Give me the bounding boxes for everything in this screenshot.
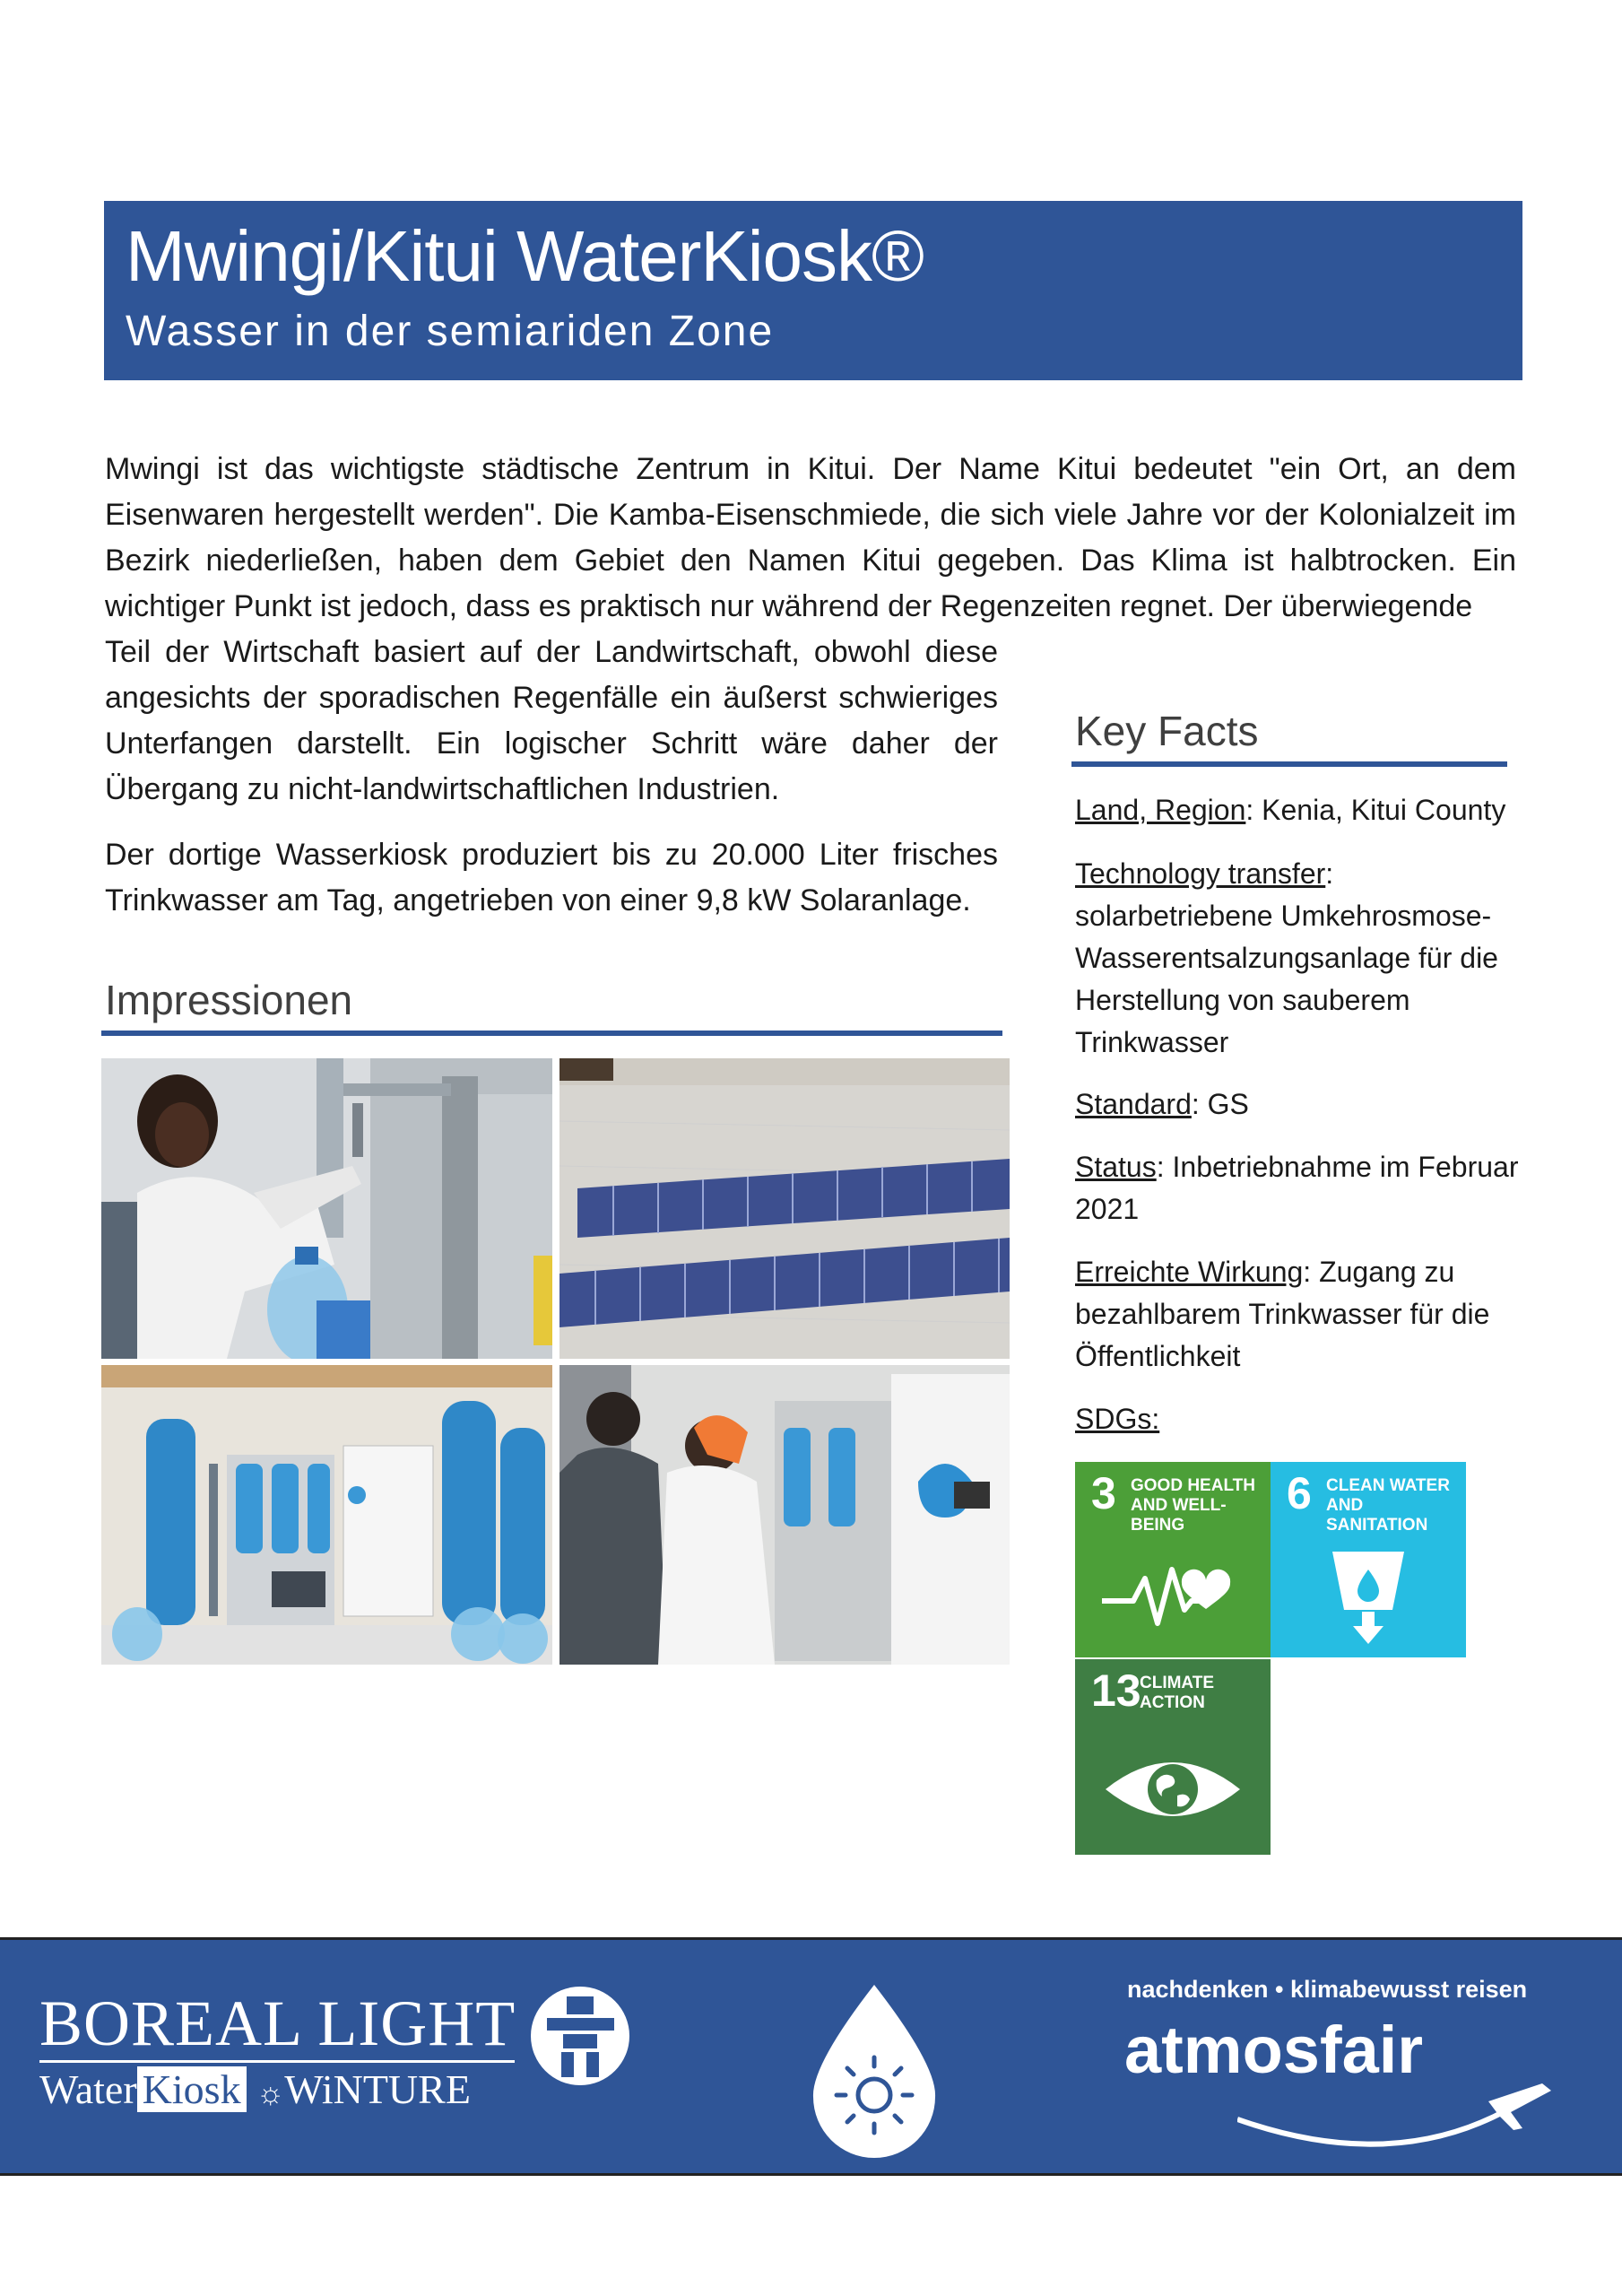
- page-subtitle: Wasser in der semiariden Zone: [126, 308, 775, 355]
- kiosk-word: Kiosk: [137, 2066, 247, 2112]
- sdg-number: 6: [1287, 1468, 1312, 1518]
- photo-solar-panels: [559, 1058, 1010, 1359]
- sdg-number: 13: [1091, 1665, 1141, 1716]
- key-facts-underline: [1071, 761, 1507, 767]
- sdg-label: CLEAN WATER AND SANITATION: [1326, 1476, 1450, 1535]
- fact-land-region: [1075, 789, 1523, 831]
- airplane-swoosh-icon: [1237, 2074, 1560, 2160]
- fact-label: Technology transfer: [1075, 857, 1326, 890]
- fact-label: Status: [1075, 1151, 1157, 1183]
- photo-ro-plant: [101, 1365, 552, 1665]
- page-title: Mwingi/Kitui WaterKiosk®: [126, 216, 924, 296]
- sdg-13-tile: [1075, 1659, 1271, 1855]
- photo-water-filling: [101, 1058, 552, 1359]
- eye-globe-icon: [1101, 1749, 1245, 1830]
- atmosfair-logo-text: atmosfair: [1124, 2013, 1424, 2087]
- fact-sdgs: [1075, 1398, 1523, 1440]
- winture-word: WiNTURE: [284, 2066, 471, 2112]
- impressionen-underline: [101, 1031, 1002, 1036]
- photo-technicians: [559, 1365, 1010, 1665]
- impressionen-heading: Impressionen: [105, 977, 353, 1023]
- inukshuk-logo-icon: [529, 1980, 632, 2092]
- water-word: Water: [39, 2066, 137, 2112]
- fact-value: : GS: [1191, 1088, 1249, 1120]
- water-drop-sun-icon: [811, 1980, 937, 2160]
- fact-standard: [1075, 1083, 1523, 1126]
- sdg-label: CLIMATE ACTION: [1140, 1674, 1215, 1712]
- boreal-light-rule: [39, 2060, 515, 2063]
- sdg-number: 3: [1091, 1468, 1116, 1518]
- water-glass-icon: [1328, 1547, 1409, 1646]
- fact-value: : solarbetriebene Umkehrosmose-Wasserentsalzungsanlage für die Herstellung von sauberem Trinkwasser: [1075, 857, 1498, 1058]
- sun-small-icon: ☼: [256, 2077, 285, 2110]
- intro-paragraph-continued: Teil der Wirtschaft basiert auf der Landwirtschaft, obwohl diese angesichts der sporadischen Regenfälle ein äußerst schwieriges Unterfangen darstellt. Ein logischer Schritt wäre daher der Übergang zu nicht-landwirtschaftlichen Industrien.: [105, 635, 998, 806]
- fact-value: : Inbetriebnahme im Februar 2021: [1075, 1151, 1519, 1225]
- atmosfair-tagline: nachdenken • klimabewusst reisen: [1127, 1976, 1528, 2003]
- fact-label: Standard: [1075, 1088, 1192, 1120]
- fact-technology-transfer: [1075, 853, 1523, 1064]
- fact-value: : Kenia, Kitui County: [1245, 794, 1506, 826]
- sdg-6-tile: [1271, 1462, 1466, 1657]
- heartbeat-icon: [1102, 1561, 1245, 1632]
- footer-banner: [0, 1937, 1622, 2176]
- title-banner: [104, 201, 1522, 380]
- waterkiosk-winture-text: [39, 2066, 471, 2113]
- key-facts-heading: Key Facts: [1075, 708, 1259, 754]
- fact-label: Erreichte Wirkung: [1075, 1256, 1304, 1288]
- fact-label: SDGs:: [1075, 1403, 1160, 1435]
- sdg-label: GOOD HEALTH AND WELL-BEING: [1131, 1476, 1255, 1535]
- sdg-3-tile: [1075, 1462, 1271, 1657]
- fact-status: [1075, 1146, 1523, 1231]
- boreal-light-logo-text: BOREAL LIGHT: [39, 1987, 516, 2059]
- intro-paragraph: Mwingi ist das wichtigste städtische Zentrum in Kitui. Der Name Kitui bedeutet "ein Ort, an dem Eisenwaren hergestellt werden". Die Kamba-Eisenschmiede, die sich viele Jahre vor der Kolonialzeit im Bezirk niederließen, haben dem Gebiet den Namen Kitui gegeben. Das Klima ist halbtrocken. Ein wichtiger Punkt ist jedoch, dass es praktisch nur während der Regenzeiten regnet. Der überwiegende: [105, 452, 1516, 623]
- fact-impact: [1075, 1251, 1523, 1378]
- production-paragraph: Der dortige Wasserkiosk produziert bis zu 20.000 Liter frisches Trinkwasser am Tag, angetrieben von einer 9,8 kW Solaranlage.: [105, 838, 998, 918]
- fact-label: Land, Region: [1075, 794, 1246, 826]
- fact-value: : Zugang zu bezahlbarem Trinkwasser für die Öffentlichkeit: [1075, 1256, 1490, 1372]
